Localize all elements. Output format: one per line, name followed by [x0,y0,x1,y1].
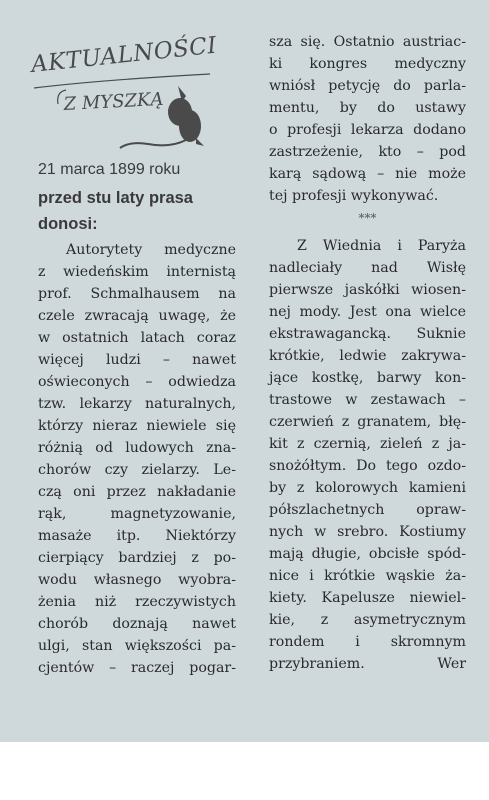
text-line: cjentów – raczej pogar- [38,660,236,676]
logo-title: AKTUALNOŚCI [29,32,219,78]
text-line: czerwień z granatem, błę- [269,414,466,430]
text-line: kit z czernią, zieleń z ja- [269,436,466,452]
text-line: żenia niż rzeczywistych [38,594,236,610]
text-line: cierpiący bardziej z po- [38,550,236,566]
text-line: sza się. Ostatnio austriac- [269,34,466,50]
text-line: nice i krótkie wąskie ża- [269,568,466,584]
text-line: oświeconych – odwiedza [38,374,236,390]
text-line: masaże itp. Niektórzy [38,528,236,544]
text-line: trastowe w zestawach – [269,392,466,408]
text-line: chorób doznają nawet [38,616,236,632]
text-line: karą sądową – nie może [269,166,466,182]
text-line: pierwsze jaskółki wiosen- [269,282,466,298]
text-line: kiety. Kapelusze niewiel- [269,590,466,606]
text-line: tzw. lekarzy naturalnych, [38,396,236,412]
text-line: czą oni przez nakładanie [38,484,236,500]
article-date: 21 marca 1899 roku [38,161,181,178]
text-line: krótkie, ledwie zakrywa- [269,348,466,364]
text-line: półszlachetnych opraw- [269,502,466,518]
text-line: różnią od ludowych zna- [38,440,236,456]
text-line: rąk, magnetyzowanie, [38,506,236,522]
text-line: tej profesji wykonywać. [269,188,439,204]
text-line: zastrzeżenie, kto – pod [269,144,466,160]
text-line: jące kostkę, barwy kon- [269,370,466,386]
mouse-logo-icon [20,30,220,155]
text-line: którzy nieraz niewiele się [38,418,236,434]
text-line: w ostatnich latach coraz [38,330,236,346]
section-separator: *** [358,211,377,225]
text-line: Z Wiednia i Paryża [297,238,466,254]
text-line: prof. Schmalhausem na [38,286,236,302]
text-line: nych w srebro. Kostiumy [269,524,466,540]
text-line: kie, z asymetrycznym [269,612,466,628]
heading-line-2: donosi: [38,215,98,233]
text-line: mają długie, obcisłe spód- [269,546,466,562]
text-line: by z kolorowych kamieni [269,480,466,496]
text-line: mentu, by do ustawy [269,100,466,116]
logo-subtitle: Z MYSZKĄ [63,88,164,115]
text-line: rondem i skromnym [269,634,466,650]
text-line: z wiedeńskim internistą [38,264,236,280]
text-line: więcej ludzi – nawet [38,352,236,368]
text-line: Autorytety medyczne [66,242,236,258]
text-line: snożółtym. Do tego ozdo- [269,458,466,474]
heading-line-1: przed stu laty prasa [38,189,193,207]
text-line: czele zwracają uwagę, że [38,308,236,324]
text-line: ulgi, stan większości pa- [38,638,236,654]
text-line: przybraniem. Wer [269,656,466,672]
text-line: wniósł petycję do parla- [269,78,466,94]
text-line: nadleciały nad Wisłę [269,260,466,276]
text-line: chorów czy zielarzy. Le- [38,462,236,478]
text-line: ekstrawagancką. Suknie [269,326,466,342]
text-line: ki kongres medyczny [269,56,466,72]
text-line: nej mody. Jest ona wielce [269,304,466,320]
text-line: wodu własnego wyobra- [38,572,236,588]
text-line: o profesji lekarza dodano [269,122,466,138]
